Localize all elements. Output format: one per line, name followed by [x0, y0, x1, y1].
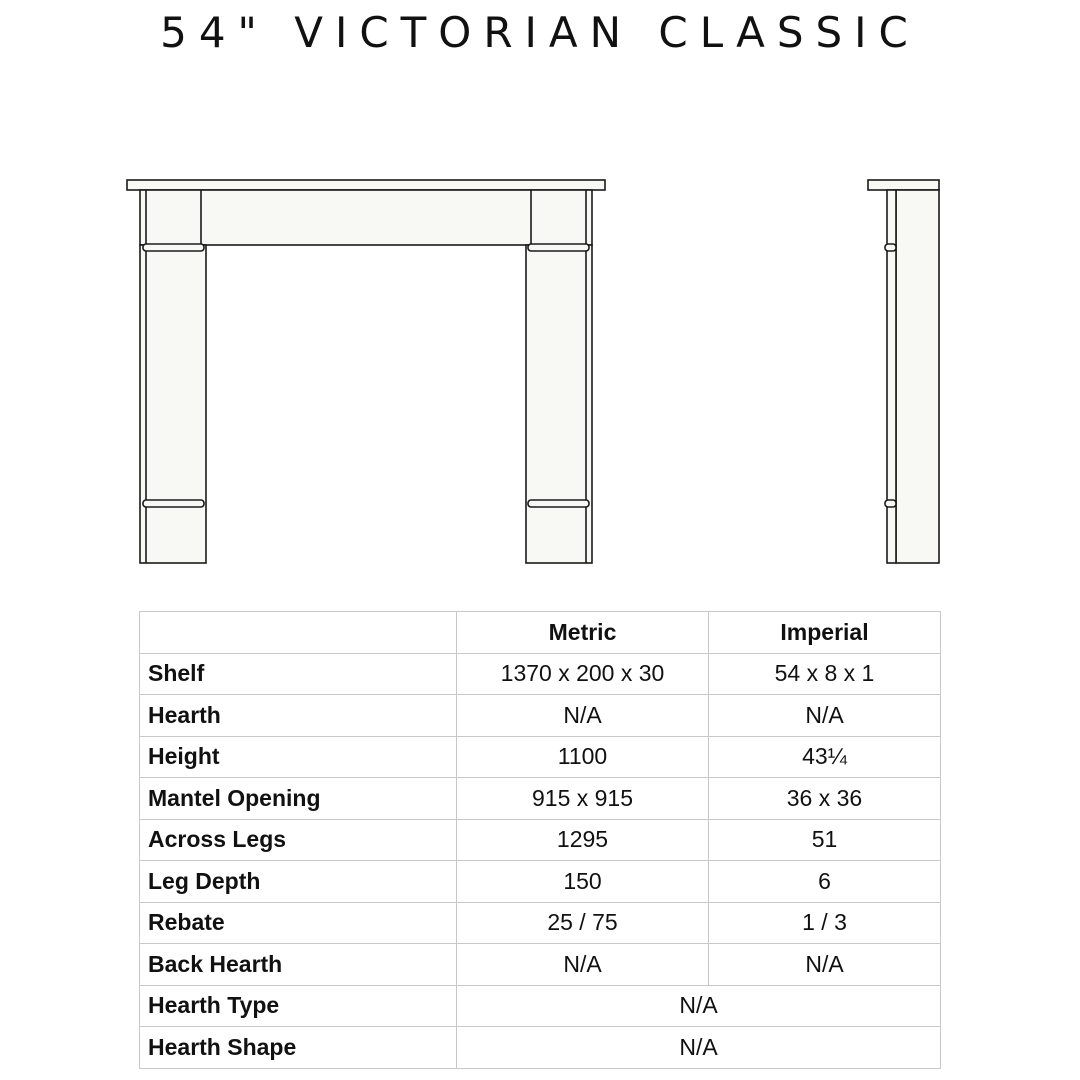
row-label: Mantel Opening	[140, 778, 457, 820]
front-left-lower-moulding	[143, 500, 204, 507]
front-right-leg	[526, 245, 592, 563]
imperial-value: N/A	[709, 944, 941, 986]
row-label: Shelf	[140, 653, 457, 695]
specs-table	[139, 611, 941, 1069]
page-title: 54" VICTORIAN CLASSIC	[160, 8, 920, 57]
row-label: Back Hearth	[140, 944, 457, 986]
side-shelf	[868, 180, 939, 190]
imperial-value: N/A	[709, 695, 941, 737]
row-label: Hearth	[140, 695, 457, 737]
row-label: Hearth Shape	[140, 1027, 457, 1069]
front-left-upper-moulding	[143, 244, 204, 251]
row-label: Hearth Type	[140, 985, 457, 1027]
imperial-value: 51	[709, 819, 941, 861]
table-row	[140, 944, 941, 986]
front-frieze	[140, 190, 592, 245]
merged-value: N/A	[457, 1027, 941, 1069]
imperial-value: 43¼	[709, 736, 941, 778]
front-right-upper-moulding	[528, 244, 589, 251]
imperial-value: 36 x 36	[709, 778, 941, 820]
header-imperial: Imperial	[709, 612, 941, 654]
front-left-leg	[140, 245, 206, 563]
front-elevation	[127, 180, 605, 563]
imperial-value: 1 / 3	[709, 902, 941, 944]
imperial-value: 6	[709, 861, 941, 903]
metric-value: N/A	[457, 695, 709, 737]
metric-value: 915 x 915	[457, 778, 709, 820]
row-label: Across Legs	[140, 819, 457, 861]
metric-value: N/A	[457, 944, 709, 986]
table-row	[140, 736, 941, 778]
front-shelf	[127, 180, 605, 190]
metric-value: 1295	[457, 819, 709, 861]
row-label: Leg Depth	[140, 861, 457, 903]
merged-value: N/A	[457, 985, 941, 1027]
table-row	[140, 695, 941, 737]
table-row-merged	[140, 1027, 941, 1069]
metric-value: 1370 x 200 x 30	[457, 653, 709, 695]
table-header-row	[140, 612, 941, 654]
metric-value: 150	[457, 861, 709, 903]
side-upper-moulding	[885, 244, 896, 251]
table-row	[140, 861, 941, 903]
header-empty	[140, 612, 457, 654]
metric-value: 25 / 75	[457, 902, 709, 944]
header-metric: Metric	[457, 612, 709, 654]
metric-value: 1100	[457, 736, 709, 778]
side-body	[896, 190, 939, 563]
front-right-lower-moulding	[528, 500, 589, 507]
table-row	[140, 653, 941, 695]
row-label: Rebate	[140, 902, 457, 944]
table-row-merged	[140, 985, 941, 1027]
row-label: Height	[140, 736, 457, 778]
side-elevation	[868, 180, 939, 563]
mantel-drawing	[0, 170, 1080, 570]
table-row	[140, 819, 941, 861]
table-row	[140, 778, 941, 820]
side-lower-moulding	[885, 500, 896, 507]
imperial-value: 54 x 8 x 1	[709, 653, 941, 695]
table-row	[140, 902, 941, 944]
